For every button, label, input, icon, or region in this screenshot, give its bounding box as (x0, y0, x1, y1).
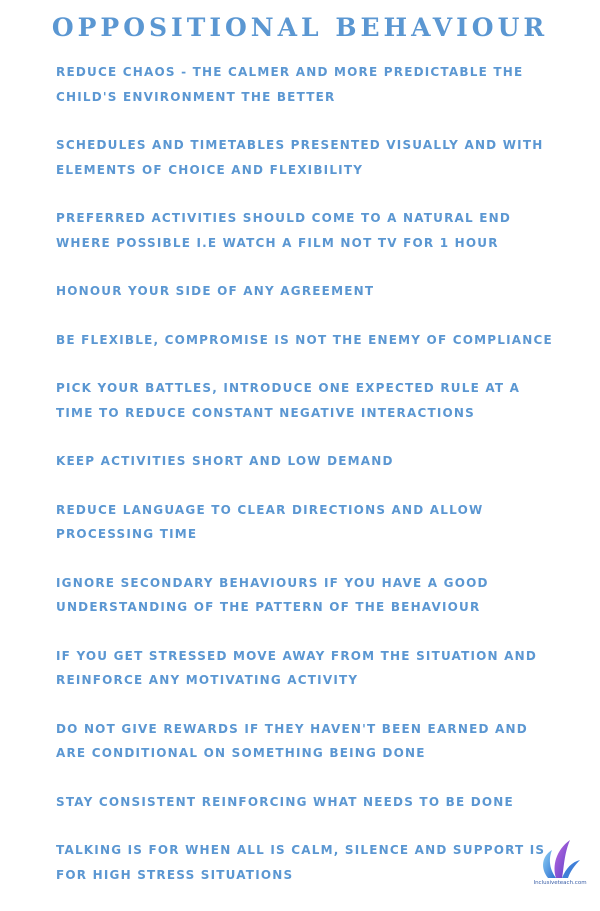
tip-item: KEEP ACTIVITIES SHORT AND LOW DEMAND (56, 454, 394, 468)
tip-item: REDUCE LANGUAGE TO CLEAR DIRECTIONS AND ALLOW PROCESSING TIME (56, 502, 484, 541)
tip-item: PREFERRED ACTIVITIES SHOULD COME TO A NATURAL END WHERE POSSIBLE I.E WATCH A FILM NOT TV FOR 1 HOUR (56, 211, 512, 250)
tip-item: HONOUR YOUR SIDE OF ANY AGREEMENT (56, 284, 375, 298)
tip-item: TALKING IS FOR WHEN ALL IS CALM, SILENCE AND SUPPORT IS FOR HIGH STRESS SITUATIONS (56, 843, 546, 882)
leaf-logo-icon (538, 838, 582, 880)
tip-item: REDUCE CHAOS - THE CALMER AND MORE PREDICTABLE THE CHILD'S ENVIRONMENT THE BETTER (56, 65, 524, 104)
tip-item: PICK YOUR BATTLES, INTRODUCE ONE EXPECTED RULE AT A TIME TO REDUCE CONSTANT NEGATIVE INTERACTIONS (56, 381, 521, 420)
tip-item: IGNORE SECONDARY BEHAVIOURS IF YOU HAVE A GOOD UNDERSTANDING OF THE PATTERN OF THE BEHAVIOUR (56, 575, 489, 614)
tips-list (56, 60, 556, 911)
tip-item: SCHEDULES AND TIMETABLES PRESENTED VISUALLY AND WITH ELEMENTS OF CHOICE AND FLEXIBILITY (56, 138, 544, 177)
brand-logo (530, 838, 590, 890)
tip-item: BE FLEXIBLE, COMPROMISE IS NOT THE ENEMY OF COMPLIANCE (56, 332, 553, 347)
tip-item: STAY CONSISTENT REINFORCING WHAT NEEDS TO BE DONE (56, 794, 514, 809)
page-title: OPPOSITIONAL BEHAVIOUR (51, 13, 549, 42)
tip-item: IF YOU GET STRESSED MOVE AWAY FROM THE SITUATION AND REINFORCE ANY MOTIVATING ACTIVITY (56, 648, 538, 687)
tip-item: DO NOT GIVE REWARDS IF THEY HAVEN'T BEEN EARNED AND ARE CONDITIONAL ON SOMETHING BEING DONE (56, 721, 528, 760)
logo-text: Inclusiveteach.com (533, 880, 587, 886)
